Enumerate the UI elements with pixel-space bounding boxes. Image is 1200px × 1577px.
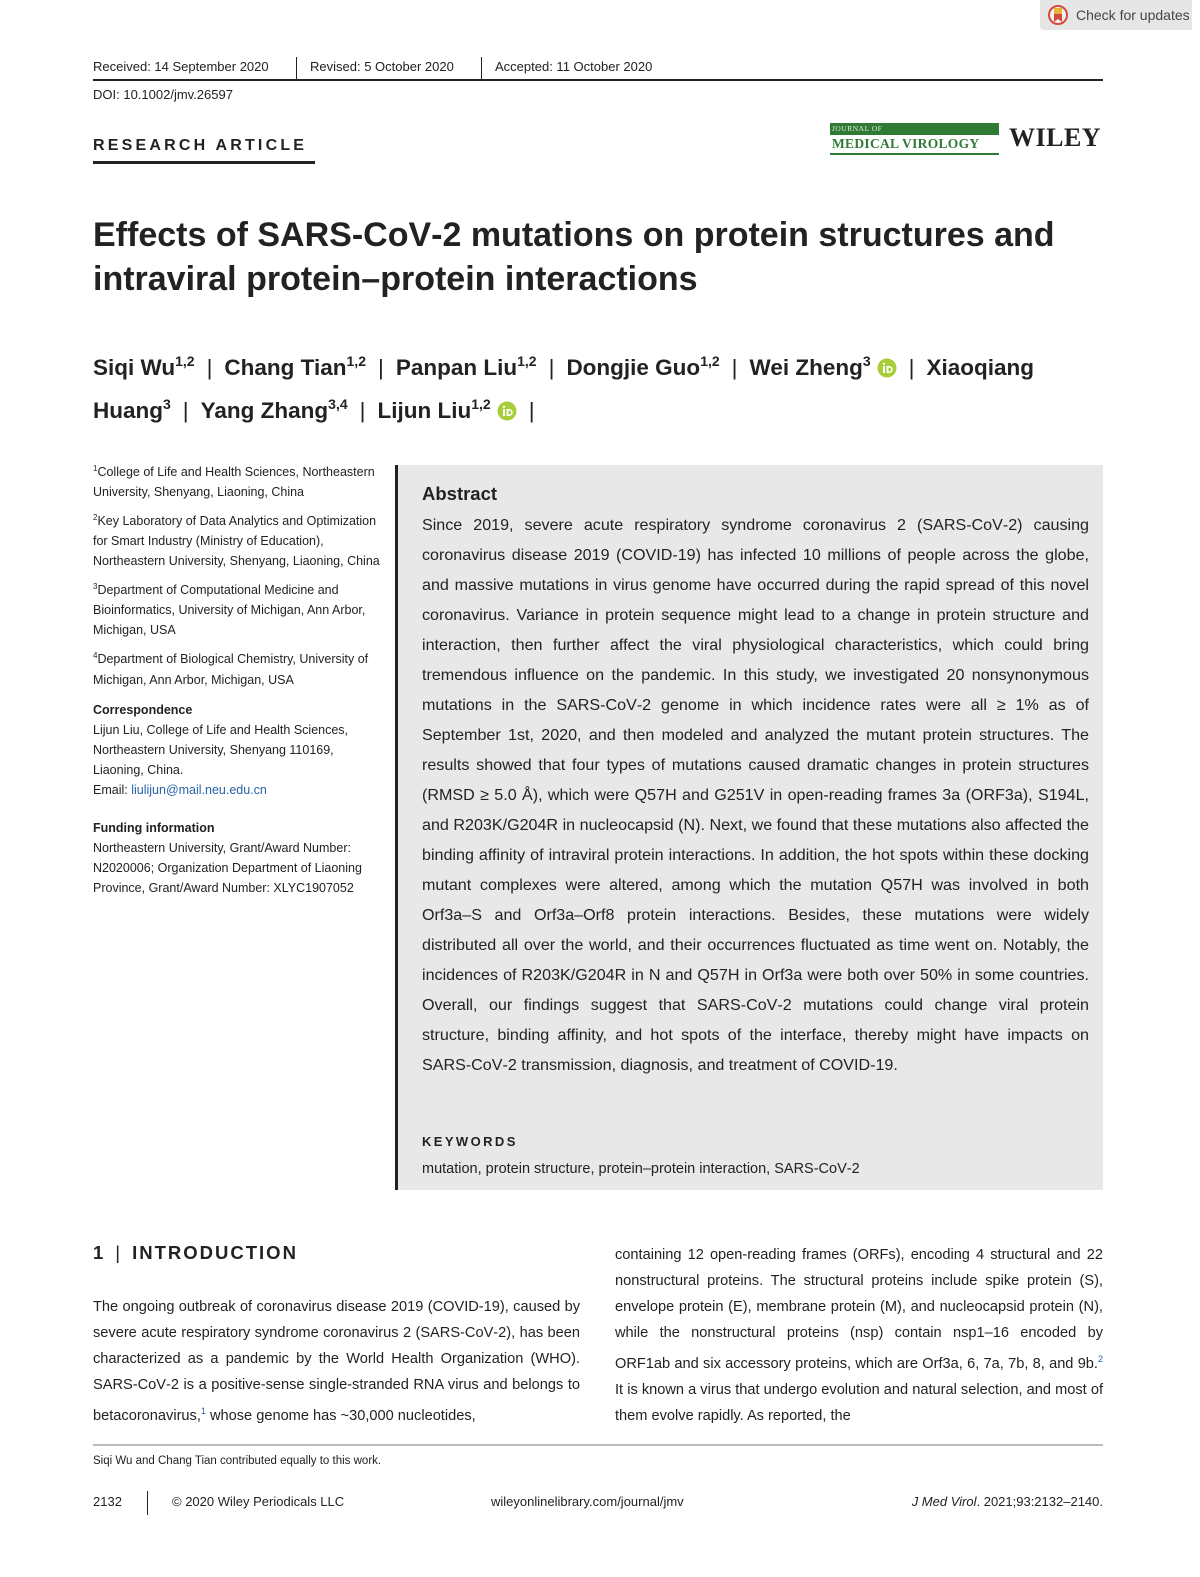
author-name[interactable]: Wei Zheng [749,355,863,380]
funding-section [93,818,383,898]
affiliation-number: 4 [93,651,98,661]
page-footer [93,1491,1103,1517]
date-divider [296,57,297,79]
author-name[interactable]: Yang Zhang [200,398,329,423]
author-name[interactable]: Siqi Wu [93,355,176,380]
check-for-updates-button[interactable] [1040,0,1192,30]
author-affiliation-marker: 1,2 [700,353,720,369]
keywords-text: mutation, protein structure, protein–protein interaction, SARS‐CoV‐2 [422,1161,860,1177]
section-number: 1 [93,1242,106,1263]
reference-link[interactable]: 2 [1097,1354,1103,1364]
funding-heading: Funding information [93,820,215,835]
author-separator: | [359,398,366,423]
intro-text: The ongoing outbreak of coronavirus disease 2019 (COVID‐19), caused by severe acute respiratory syndrome coronavirus 2 (SARS‐CoV‐2), has been characterized as a pandemic by the World Health Organization (WHO). SARS‐CoV‐2 is a positive‐sense single‐stranded RNA virus and belongs to betacoronavirus, [93,1299,580,1424]
revised-date: Revised: 5 October 2020 [310,59,454,74]
affiliation-number: 1 [93,464,98,473]
author-name[interactable]: Chang Tian [224,355,347,380]
author-separator: | [182,398,189,423]
footnote-rule [93,1444,1103,1446]
funding-text: Northeastern University, Grant/Award Number: N2020006; Organization Department of Liaoning Province, Grant/Award Number: XLYC1907052 [93,840,362,895]
citation-details: . 2021;93:2132–2140. [976,1494,1103,1509]
journal-logo-underline [830,153,999,155]
correspondence-email-line [93,780,383,800]
reference-link[interactable]: 1 [200,1406,206,1416]
citation [912,1494,1103,1509]
abstract-heading: Abstract [422,483,498,504]
email-label: Email: [93,782,132,797]
affiliation-number: 3 [93,582,98,592]
received-date: Received: 14 September 2020 [93,59,269,74]
affiliation-list [93,459,383,690]
copyright: © 2020 Wiley Periodicals LLC [172,1494,345,1509]
author-name[interactable]: Dongjie Guo [566,355,701,380]
footnote: Siqi Wu and Chang Tian contributed equally to this work. [93,1455,382,1467]
author-affiliation-marker: 1,2 [517,353,537,369]
author-affiliation-marker: 1,2 [346,353,366,369]
affiliation-item [93,646,383,689]
intro-text: It is known a virus that undergo evolution and natural selection, and most of them evolve rapidly. As reported, the [615,1381,1103,1424]
page-number: 2132 [93,1494,122,1509]
article-title: Effects of SARS‐CoV‐2 mutations on protein structures and intraviral protein–protein interactions [93,216,1055,298]
citation-journal: J Med Virol [911,1494,977,1509]
footer-divider [147,1491,148,1515]
email-link[interactable]: liulijun@mail.neu.edu.cn [131,782,267,797]
correspondence-heading: Correspondence [93,702,193,717]
article-type-rule [93,161,315,164]
author-affiliation-marker: 1,2 [471,396,491,412]
author-name[interactable]: Panpan Liu [395,355,518,380]
affiliation-item [93,508,383,571]
author-separator: | [731,355,738,380]
journal-website-link[interactable]: wileyonlinelibrary.com/journal/jmv [491,1494,684,1509]
section-title: INTRODUCTION [132,1242,298,1263]
author-separator: | [908,355,915,380]
author-affiliation-marker: 1,2 [175,353,195,369]
affiliation-text: Key Laboratory of Data Analytics and Optimization for Smart Industry (Ministry of Education), Northeastern University, Shenyang, Liaoning, China [93,514,380,569]
journal-logo-name: MEDICAL VIROLOGY [832,136,980,151]
article-type: RESEARCH ARTICLE [93,137,308,154]
author-affiliation-marker: 3 [163,396,171,412]
correspondence-text: Lijun Liu, College of Life and Health Sciences, Northeastern University, Shenyang 110169, Liaoning, China. [93,722,349,777]
journal-logo-top: JOURNAL OF [830,123,999,135]
journal-logo [830,123,999,155]
accepted-date: Accepted: 11 October 2020 [495,59,653,74]
introduction-left-column [93,1294,580,1429]
publisher-logo: WILEY [1009,123,1102,152]
abstract-text: Since 2019, severe acute respiratory syndrome coronavirus 2 (SARS‐CoV‐2) causing coronavirus disease 2019 (COVID‐19) has infected 10 millions of people across the globe, and massive mutations in virus genome have occurred during the rapid spread of this novel coronavirus. Variance in protein sequence might lead to a change in protein structure and interaction, then further affect the viral physiological characteristics, which could bring tremendous influence on the pandemic. In this study, we investigated 20 nonsynonymous mutations in the SARS‐CoV‐2 genome in which incidence rates were all ≥ 1% as of September 1st, 2020, and then modeled and analyzed the mutant protein structures. The results showed that four types of mutations caused dramatic changes in protein structures (RMSD ≥ 5.0 Å), which were Q57H and G251V in open‐reading frames 3a (ORF3a), S194L, and R203K/G204R in nucleocapsid (N). Next, we found that these mutations also affected the binding affinity of intraviral protein interactions. In addition, the hot spots within these docking mutant complexes were altered, among which the mutation Q57H was involved in both Orf3a–S and Orf3a–Orf8 protein interactions. Besides, these mutations were widely distributed all over the world, and their occurrences fluctuated as time went on. Notably, the incidences of R203K/G204R in N and Q57H in Orf3a were both over 50% in some countries. Overall, our findings suggest that SARS‐CoV‐2 mutations could change viral protein structure, binding affinity, and hot spots of the interface, thereby might have impacts on SARS‐CoV‐2 transmission, diagnosis, and treatment of COVID‐19. [422,516,1089,1074]
author-affiliation-marker: 3,4 [328,396,348,412]
author-separator: | [377,355,384,380]
check-updates-label: Check for updates [1076,7,1190,23]
affiliation-text: Department of Computational Medicine and Bioinformatics, University of Michigan, Ann Arbor, Michigan, USA [93,583,366,638]
orcid-icon[interactable] [497,401,517,421]
affiliation-number: 2 [93,513,98,523]
author-separator: | [548,355,555,380]
author-name[interactable]: Xiaoqiang Huang [93,355,1035,423]
publication-dates [93,56,1103,80]
check-updates-icon [1048,4,1068,26]
affiliation-item [93,459,383,502]
author-name[interactable]: Lijun Liu [377,398,472,423]
author-affiliation-marker: 3 [862,353,871,369]
author-list [93,343,1103,429]
intro-text: containing 12 open‐reading frames (ORFs), encoding 4 structural and 22 nonstructural proteins. The structural proteins include spike protein (S), envelope protein (E), membrane protein (M), and nucleocapsid protein (N), while the nonstructural proteins (nsp) contain nsp1–16 encoded by ORF1ab and six accessory proteins, which are Orf3a, 6, 7a, 7b, 8, and 9b. [615,1247,1103,1372]
intro-text: whose genome has ~30,000 nucleotides, [205,1407,476,1424]
doi: DOI: 10.1002/jmv.26597 [93,87,233,102]
abstract-left-bar [395,465,398,1190]
keywords-heading: KEYWORDS [422,1134,518,1149]
affiliation-text: College of Life and Health Sciences, Northeastern University, Shenyang, Liaoning, China [93,465,375,500]
affiliations-column [93,459,383,898]
introduction-heading [93,1242,298,1264]
introduction-right-column [615,1242,1103,1429]
section-separator: | [115,1242,123,1263]
orcid-icon[interactable] [877,358,897,378]
author-separator: | [206,355,213,380]
date-divider [481,57,482,79]
affiliation-item [93,577,383,640]
header-rule [93,79,1103,81]
affiliation-text: Department of Biological Chemistry, University of Michigan, Ann Arbor, Michigan, USA [93,652,369,687]
author-separator: | [528,398,535,423]
